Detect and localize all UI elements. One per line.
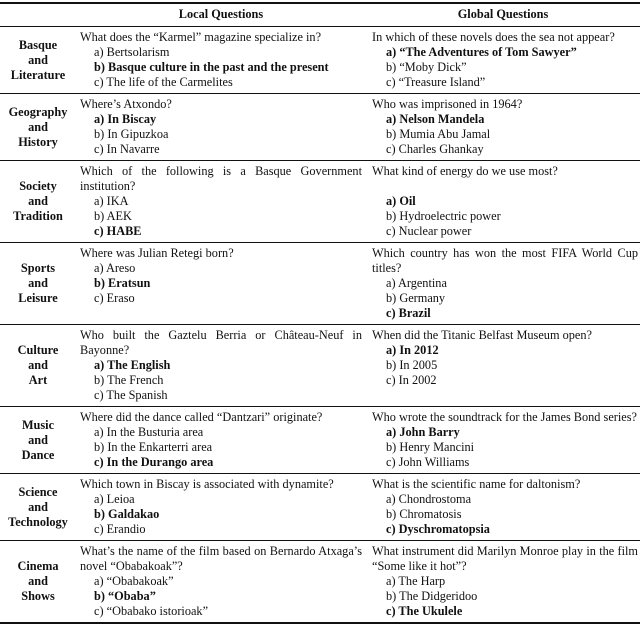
category-label-line: Literature (10, 67, 66, 82)
local-question-cell (76, 541, 366, 624)
answer-option: a) “Obabakoak” (94, 574, 174, 588)
question-text: Where was Julian Retegi born? (80, 246, 234, 260)
answer-option: b) Hydroelectric power (386, 209, 501, 223)
answer-option: b) In the Enkarterri area (94, 440, 213, 454)
answer-option: c) John Williams (386, 455, 470, 469)
category-label-line: and (28, 574, 48, 588)
answer-option: c) The Spanish (94, 388, 168, 402)
correct-answer-option: c) In the Durango area (94, 455, 214, 469)
question-text: In which of these novels does the sea not appear? (372, 30, 615, 44)
correct-answer-option: b) “Obaba” (94, 589, 156, 603)
answer-option: b) AEK (94, 209, 132, 223)
header-row (0, 3, 640, 27)
category-label-line: Basque (18, 37, 58, 52)
answer-option: a) Areso (94, 261, 136, 275)
answer-option: c) Eraso (94, 291, 135, 305)
answer-option: b) In Gipuzkoa (94, 127, 169, 141)
question-text: Who was imprisoned in 1964? (372, 97, 523, 111)
category-label-line: Science (18, 484, 58, 499)
answer-option: c) In 2002 (386, 373, 437, 387)
correct-answer-option: b) Galdakao (94, 507, 160, 521)
correct-answer-option: c) The Ukulele (386, 604, 463, 618)
spacer (372, 179, 638, 194)
table-row (0, 243, 640, 325)
question-text: What does the “Karmel” magazine specialize in? (80, 30, 322, 44)
local-question-cell (76, 325, 366, 407)
category-cell (0, 474, 76, 541)
correct-answer-option: c) HABE (94, 224, 142, 238)
table-row (0, 541, 640, 624)
correct-answer-option: a) Oil (386, 194, 416, 208)
category-label-line: Sports (20, 261, 56, 275)
answer-option: a) Bertsolarism (94, 45, 170, 59)
category-label-line: and (28, 358, 48, 372)
global-question-cell (366, 325, 640, 407)
local-question-cell (76, 407, 366, 474)
table-row (0, 94, 640, 161)
category-label-line: Dance (21, 447, 55, 462)
local-question-cell (76, 243, 366, 325)
category-label-line: Geography (8, 104, 68, 119)
category-cell (0, 407, 76, 474)
answer-option: a) In the Busturia area (94, 425, 204, 439)
global-question-cell (366, 27, 640, 94)
category-label-line: Society (19, 179, 57, 193)
question-text: When did the Titanic Belfast Museum open? (372, 328, 592, 342)
category-label-line: Cinema (17, 559, 59, 573)
answer-option: a) Argentina (386, 276, 447, 290)
question-text: Which country has won the most FIFA World Cup titles? (372, 246, 638, 275)
category-cell (0, 243, 76, 325)
answer-option: b) The Didgeridoo (386, 589, 478, 603)
answer-option: a) IKA (94, 194, 129, 208)
correct-answer-option: a) Nelson Mandela (386, 112, 485, 126)
answer-option: a) Leioa (94, 492, 135, 506)
table-row (0, 474, 640, 541)
table-body (0, 27, 640, 624)
category-label-line: and (28, 52, 48, 67)
category-label-line: Tradition (13, 209, 63, 223)
global-question-cell (366, 474, 640, 541)
category-label-line: Technology (8, 514, 68, 529)
question-text: What’s the name of the film based on Bernardo Atxaga’s novel “Obabakoak”? (80, 544, 362, 573)
answer-option: c) The life of the Carmelites (94, 75, 233, 89)
category-label-line: and (28, 432, 48, 447)
category-cell (0, 161, 76, 243)
header-category (0, 3, 76, 27)
question-text: Where did the dance called “Dantzari” originate? (80, 410, 323, 424)
correct-answer-option: c) Dyschromatopsia (386, 522, 490, 536)
question-text: What instrument did Marilyn Monroe play in the film “Some like it hot”? (372, 544, 638, 573)
answer-option: c) “Obabako istorioak” (94, 604, 209, 618)
category-label-line: and (28, 499, 48, 514)
local-question-cell (76, 474, 366, 541)
category-label-line: Art (28, 373, 48, 387)
category-label-line: and (28, 276, 48, 290)
category-cell (0, 27, 76, 94)
answer-option: b) In 2005 (386, 358, 438, 372)
correct-answer-option: a) John Barry (386, 425, 460, 439)
table-row (0, 27, 640, 94)
answer-option: a) Chondrostoma (386, 492, 472, 506)
question-text: Who built the Gaztelu Berria or Château-Neuf in Bayonne? (80, 328, 362, 357)
header-local-questions: Local Questions (76, 3, 366, 27)
answer-option: b) The French (94, 373, 164, 387)
category-label-line: Music (21, 417, 55, 432)
answer-option: b) Mumia Abu Jamal (386, 127, 491, 141)
answer-option: b) Germany (386, 291, 446, 305)
category-label-line: and (28, 194, 48, 208)
question-text: Which town in Biscay is associated with dynamite? (80, 477, 334, 491)
correct-answer-option: a) The English (94, 358, 171, 372)
global-question-cell (366, 94, 640, 161)
answer-option: c) Nuclear power (386, 224, 472, 238)
category-cell (0, 325, 76, 407)
answer-option: c) Erandio (94, 522, 146, 536)
question-text: What is the scientific name for daltonism? (372, 477, 581, 491)
local-question-cell (76, 94, 366, 161)
correct-answer-option: a) “The Adventures of Tom Sawyer” (386, 45, 577, 59)
question-text: Where’s Atxondo? (80, 97, 172, 111)
table-row (0, 407, 640, 474)
category-cell (0, 94, 76, 161)
category-cell (0, 541, 76, 624)
answer-option: b) Chromatosis (386, 507, 462, 521)
answer-option: a) The Harp (386, 574, 446, 588)
questions-table (0, 2, 640, 624)
correct-answer-option: a) In 2012 (386, 343, 439, 357)
answer-option: c) In Navarre (94, 142, 160, 156)
correct-answer-option: b) Eratsun (94, 276, 151, 290)
global-question-cell (366, 541, 640, 624)
correct-answer-option: c) Brazil (386, 306, 431, 320)
table-row (0, 161, 640, 243)
correct-answer-option: a) In Biscay (94, 112, 157, 126)
category-label-line: Leisure (18, 291, 58, 305)
global-question-cell (366, 161, 640, 243)
question-text: Who wrote the soundtrack for the James Bond series? (372, 410, 637, 424)
header-global-questions: Global Questions (366, 3, 640, 27)
question-text: Which of the following is a Basque Government institution? (80, 164, 362, 193)
answer-option: b) Henry Mancini (386, 440, 475, 454)
global-question-cell (366, 407, 640, 474)
correct-answer-option: b) Basque culture in the past and the present (94, 60, 329, 74)
category-label-line: and (28, 119, 48, 134)
category-label-line: Culture (17, 343, 59, 357)
category-label-line: Shows (21, 589, 55, 603)
local-question-cell (76, 161, 366, 243)
question-text: What kind of energy do we use most? (372, 164, 558, 178)
category-label-line: History (18, 134, 58, 149)
local-question-cell (76, 27, 366, 94)
answer-option: c) “Treasure Island” (386, 75, 486, 89)
global-question-cell (366, 243, 640, 325)
answer-option: b) “Moby Dick” (386, 60, 467, 74)
table-row (0, 325, 640, 407)
answer-option: c) Charles Ghankay (386, 142, 484, 156)
